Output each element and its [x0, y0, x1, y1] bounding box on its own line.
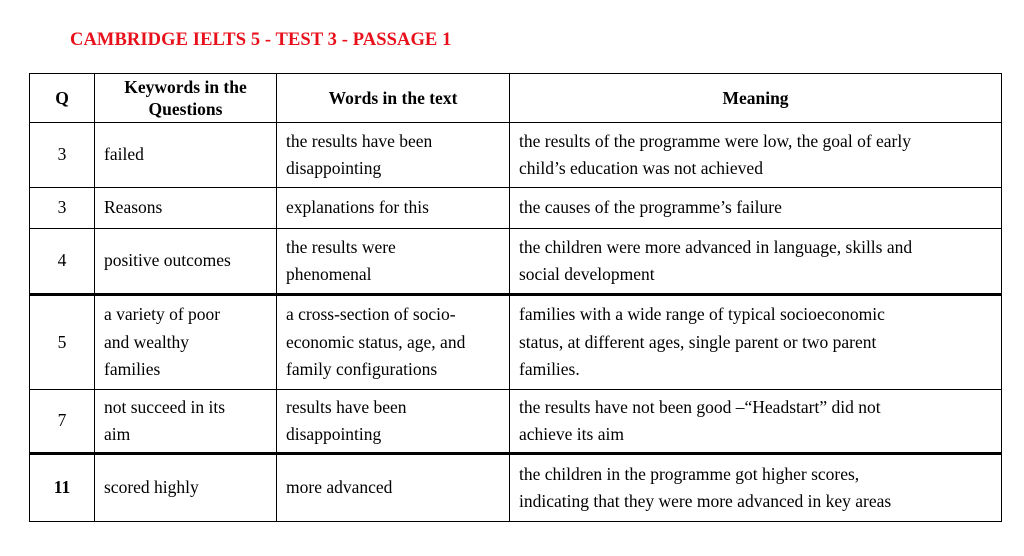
meaning-cell	[510, 454, 1002, 522]
keywords-cell-line: families	[104, 359, 161, 380]
table-row	[30, 295, 1002, 390]
meaning-cell-line: families.	[519, 359, 580, 380]
meaning-cell-line: status, at different ages, single parent or two parent	[519, 331, 877, 352]
question-number-cell: 11	[30, 454, 95, 522]
meaning-cell-line: the results of the programme were low, the goal of early	[519, 130, 911, 151]
header-keywords-line: Questions	[148, 99, 223, 119]
table-body	[30, 123, 1002, 522]
table-row	[30, 188, 1002, 229]
words-in-text-cell-line: economic status, age, and	[286, 331, 466, 352]
keywords-cell-line: positive outcomes	[104, 250, 231, 271]
keywords-cell-line: not succeed in its	[104, 396, 226, 417]
words-in-text-cell-line: results have been	[286, 396, 407, 417]
question-number-cell: 5	[30, 295, 95, 390]
meaning-cell-line: the results have not been good –“Headstart” did not	[519, 396, 881, 417]
meaning-cell-line: the children were more advanced in language, skills and	[519, 236, 913, 257]
header-words-in-text: Words in the text	[277, 74, 510, 123]
header-keywords-line: Keywords in the	[124, 77, 247, 97]
words-in-text-cell-line: the results were	[286, 236, 396, 257]
words-in-text-cell-line: disappointing	[286, 424, 382, 444]
words-in-text-cell	[277, 454, 510, 522]
table-row	[30, 454, 1002, 522]
words-in-text-cell-line: explanations for this	[286, 197, 429, 218]
meaning-cell-line: indicating that they were more advanced in key areas	[519, 491, 892, 511]
words-in-text-cell	[277, 123, 510, 188]
words-in-text-cell	[277, 295, 510, 390]
words-in-text-cell-line: more advanced	[286, 477, 393, 498]
table-row	[30, 390, 1002, 454]
keywords-cell-line: aim	[104, 424, 131, 444]
keywords-cell-line: scored highly	[104, 477, 199, 498]
table-row	[30, 229, 1002, 295]
words-in-text-cell	[277, 229, 510, 295]
words-in-text-cell	[277, 188, 510, 229]
meaning-cell-line: social development	[519, 264, 655, 284]
meaning-cell-line: the children in the programme got higher scores,	[519, 463, 860, 484]
table-header-row	[30, 74, 1002, 123]
keywords-cell-line: a variety of poor	[104, 304, 221, 325]
words-in-text-cell-line: a cross-section of socio-	[286, 304, 456, 325]
meaning-cell-line: the causes of the programme’s failure	[519, 197, 782, 218]
keywords-cell	[95, 454, 277, 522]
keywords-cell-line: and wealthy	[104, 331, 190, 352]
table-row	[30, 123, 1002, 188]
keywords-cell-line: Reasons	[104, 197, 163, 218]
document-title: CAMBRIDGE IELTS 5 - TEST 3 - PASSAGE 1	[70, 30, 452, 50]
keywords-cell	[95, 295, 277, 390]
keywords-table	[29, 73, 1002, 522]
meaning-cell	[510, 295, 1002, 390]
header-q: Q	[30, 74, 95, 123]
question-number-cell: 7	[30, 390, 95, 454]
header-keywords	[95, 74, 277, 123]
question-number-cell: 3	[30, 123, 95, 188]
keywords-cell	[95, 390, 277, 454]
keywords-cell	[95, 123, 277, 188]
question-number-cell: 3	[30, 188, 95, 229]
keywords-cell-line: failed	[104, 144, 144, 165]
words-in-text-cell-line: the results have been	[286, 130, 433, 151]
keywords-cell	[95, 229, 277, 295]
meaning-cell	[510, 123, 1002, 188]
header-meaning: Meaning	[510, 74, 1002, 123]
meaning-cell	[510, 229, 1002, 295]
meaning-cell	[510, 390, 1002, 454]
meaning-cell	[510, 188, 1002, 229]
words-in-text-cell-line: phenomenal	[286, 264, 372, 284]
question-number-cell: 4	[30, 229, 95, 295]
words-in-text-cell-line: family configurations	[286, 359, 438, 380]
keywords-cell	[95, 188, 277, 229]
meaning-cell-line: families with a wide range of typical socioeconomic	[519, 304, 885, 325]
words-in-text-cell	[277, 390, 510, 454]
meaning-cell-line: child’s education was not achieved	[519, 158, 763, 178]
meaning-cell-line: achieve its aim	[519, 424, 624, 444]
words-in-text-cell-line: disappointing	[286, 158, 382, 178]
